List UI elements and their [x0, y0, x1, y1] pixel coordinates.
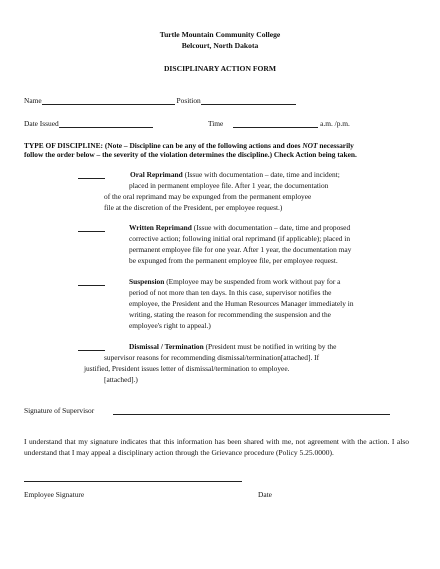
supervisor-signature-label: Signature of Supervisor: [24, 406, 95, 415]
employee-signature-label: Employee Signature: [24, 490, 85, 499]
oral-reprimand-line4: file at the discretion of the President, per employee request.): [104, 203, 283, 212]
college-name: Turtle Mountain Community College: [159, 30, 281, 39]
discipline-note-a: (Note – Discipline can be any of the following actions and does: [102, 141, 303, 150]
name-field[interactable]: [42, 96, 175, 105]
time-field[interactable]: [233, 119, 318, 128]
written-reprimand-line2: corrective action; following initial oral reprimand (if applicable); placed in: [129, 234, 351, 243]
time-row: [208, 119, 350, 128]
date-issued-label: Date Issued: [24, 119, 59, 128]
dismissal-line4: [attached].): [104, 375, 138, 384]
oral-reprimand-line1: Oral Reprimand (Issue with documentation – date, time and incident;: [130, 170, 340, 179]
written-reprimand-line3: permanent employee file for one year. After 1 year, the documentation may: [129, 245, 352, 254]
suspension-line5: employee's right to appeal.): [129, 321, 211, 330]
form-title: DISCIPLINARY ACTION FORM: [163, 64, 277, 73]
oral-reprimand-line2: placed in permanent employee file. After 1 year, the documentation: [129, 181, 329, 190]
suspension-line1: Suspension (Employee may be suspended from work without pay for a: [129, 277, 341, 286]
suspension-line3: employee, the President and the Human Resources Manager immediately in: [129, 299, 354, 308]
dismissal-checkbox[interactable]: [78, 349, 105, 351]
supervisor-signature-field[interactable]: [113, 406, 390, 415]
am-pm-label: a.m. /p.m.: [320, 119, 350, 128]
suspension-line2: period of not more than ten days. In this case, supervisor notifies the: [129, 288, 332, 297]
suspension-checkbox[interactable]: [78, 284, 105, 286]
acknowledgement-text: I understand that my signature indicates that this information has been shared with me, not agreement with the action. I also understand that I may appeal a disciplinary action through the Grievance procedure (Policy 5.25.0000).: [24, 437, 409, 457]
suspension-line4: writing, stating the reason for recommending the suspension and the: [129, 310, 331, 319]
oral-reprimand-title: Oral Reprimand: [130, 170, 183, 179]
written-reprimand-title: Written Reprimand: [129, 223, 192, 232]
discipline-note-b: necessarily: [317, 141, 354, 150]
date-row: [24, 119, 153, 128]
name-label: Name: [24, 96, 42, 105]
suspension-title: Suspension: [129, 277, 165, 286]
written-reprimand-checkbox[interactable]: [78, 230, 105, 232]
date-issued-field[interactable]: [59, 119, 153, 128]
written-reprimand-line4: be expunged from the permanent employee file, per employee request.: [129, 256, 338, 265]
name-row: [24, 96, 296, 105]
date-label: Date: [258, 490, 272, 499]
discipline-note-line2: follow the order below – the severity of the violation determines the discipline.) Check Action being taken.: [24, 150, 357, 159]
dismissal-title: Dismissal / Termination: [129, 342, 204, 351]
employee-signature-field[interactable]: [24, 480, 242, 482]
oral-reprimand-line3: of the oral reprimand may be expunged from the permanent employee: [104, 192, 312, 201]
time-label: Time: [208, 119, 224, 128]
discipline-heading: TYPE OF DISCIPLINE:: [24, 141, 103, 150]
discipline-note-not: NOT: [302, 141, 318, 150]
dismissal-line3: justified, President issues letter of dismissal/termination to employee.: [84, 364, 290, 373]
position-field[interactable]: [201, 96, 296, 105]
dismissal-line2: supervisor reasons for recommending dismissal/termination[attached]. If: [104, 353, 320, 362]
position-label: Position: [176, 96, 201, 105]
oral-reprimand-checkbox[interactable]: [78, 177, 105, 179]
college-location: Belcourt, North Dakota: [181, 41, 259, 50]
dismissal-line1: Dismissal / Termination (President must be notified in writing by the: [129, 342, 337, 351]
written-reprimand-line1: Written Reprimand (Issue with documentation – date, time and proposed: [129, 223, 351, 232]
